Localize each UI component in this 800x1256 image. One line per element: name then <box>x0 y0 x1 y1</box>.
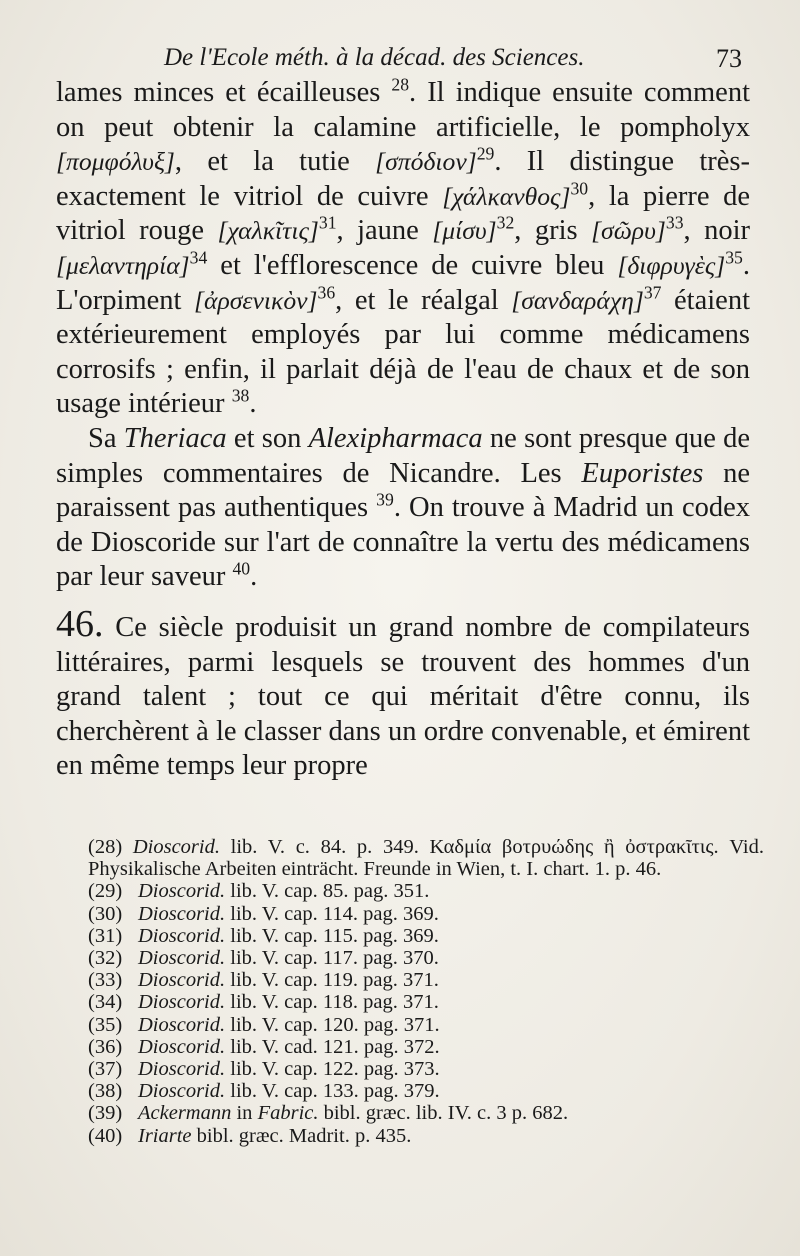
italic-text: Alexipharmaca <box>308 422 483 454</box>
page-number: 73 <box>716 44 742 73</box>
text-run: , et le réalgal <box>335 284 512 316</box>
italic-text: Fabric. <box>257 1102 319 1125</box>
text-run: lib. V. cap. 85. pag. 351. <box>225 880 430 903</box>
italic-text: Dioscorid. <box>138 991 226 1014</box>
text-run: lib. V. cad. 121. pag. 372. <box>225 1035 440 1058</box>
footnote-ref: 28 <box>391 74 410 95</box>
footnote <box>56 1080 764 1102</box>
footnote-text <box>138 1102 764 1124</box>
footnotes <box>56 836 764 1147</box>
footnote-ref: 29 <box>476 143 495 164</box>
footnote <box>56 1014 764 1036</box>
footnote-ref: 36 <box>317 281 336 302</box>
footnote <box>56 880 764 902</box>
footnote <box>56 969 764 991</box>
text-run: Sa <box>88 422 124 454</box>
italic-text: Dioscorid. <box>138 1013 226 1036</box>
text-run: ne sont presque que de simples commentaires de Nicandre. Les <box>56 422 750 489</box>
text-run: et son <box>226 422 309 454</box>
text-run: lib. V. cap. 117. pag. 370. <box>225 947 439 970</box>
footnote-ref: 30 <box>570 178 589 199</box>
italic-text: Dioscorid. <box>138 880 226 903</box>
italic-text: Theriaca <box>123 422 227 454</box>
text-run: , noir <box>683 215 750 247</box>
text-run: lib. V. cap. 120. pag. 371. <box>225 1013 440 1036</box>
footnote-ref: 32 <box>496 212 515 233</box>
text-run: , gris <box>514 215 592 247</box>
footnote-number: (34) <box>88 991 123 1014</box>
italic-text: Dioscorid. <box>138 924 226 947</box>
text-run: . <box>250 561 258 593</box>
footnote-number: (28) <box>88 836 133 858</box>
text-run: lib. V. cap. 119. pag. 371. <box>225 969 439 992</box>
text-run: . L'orpiment <box>56 249 750 316</box>
body-text <box>56 76 750 784</box>
footnote-number: (33) <box>88 969 123 992</box>
footnote-text <box>138 880 764 902</box>
text-run: bibl. græc. Madrit. p. 435. <box>191 1124 412 1147</box>
text-run: . Il distingue très-exactement le vitriol de cuivre <box>56 146 751 212</box>
footnote <box>56 836 764 880</box>
footnote-text <box>138 1125 764 1147</box>
footnote-number: (30) <box>88 902 123 925</box>
italic-text: Dioscorid. <box>138 1080 226 1103</box>
greek-term: [σανδαράχη] <box>511 285 644 315</box>
italic-text: Dioscorid. <box>138 902 226 925</box>
text-run: lib. V. cap. 133. pag. 379. <box>225 1080 440 1103</box>
text-run: , jaune <box>336 215 433 247</box>
italic-text: Euporistes <box>581 457 704 489</box>
footnote-text <box>138 991 764 1013</box>
italic-text: Ackermann <box>138 1102 232 1125</box>
text-run: lib. V. c. 84. p. 349. Καδμία βοτρυώδης ἢ ὀστρακῖτις. Vid. Physikalische Arbeiten einträcht. Freunde in Wien, t. I. chart. 1. p. 46. <box>88 836 764 881</box>
greek-term: [μίσυ] <box>432 216 497 246</box>
footnote-ref: 39 <box>376 489 394 510</box>
footnote-number: (35) <box>88 1013 123 1036</box>
italic-text: Dioscorid. <box>138 947 226 970</box>
footnote-number: (38) <box>88 1080 123 1103</box>
section-number: 46. <box>56 602 104 645</box>
greek-term: [σῶρυ] <box>591 216 666 246</box>
italic-text: Iriarte <box>138 1124 192 1147</box>
footnote-text <box>138 969 764 991</box>
footnote-number: (31) <box>88 924 123 947</box>
greek-term: [διφρυγὲς] <box>617 250 726 280</box>
footnote-ref: 33 <box>665 212 684 233</box>
text-run: . On trouve à Madrid un codex de Dioscoride sur l'art de connaître la vertu des médicamens par leur saveur <box>56 492 750 593</box>
footnote-number: (39) <box>88 1102 123 1125</box>
text-run: lib. V. cap. 115. pag. 369. <box>225 924 439 947</box>
page-header <box>150 40 760 80</box>
footnote-number: (29) <box>88 880 123 903</box>
paragraph <box>56 76 750 422</box>
italic-text: Dioscorid. <box>138 1035 226 1058</box>
footnote-text <box>138 1058 764 1080</box>
greek-term: [χάλκανθος] <box>442 181 571 211</box>
text-run: lib. V. cap. 114. pag. 369. <box>225 902 439 925</box>
text-run: . <box>249 388 257 420</box>
greek-term: [χαλκῖτις] <box>217 216 319 246</box>
italic-text: Dioscorid. <box>138 1058 226 1081</box>
footnote-text <box>138 1014 764 1036</box>
footnote-number: (36) <box>88 1035 123 1058</box>
footnote <box>56 947 764 969</box>
footnote-text <box>138 1036 764 1058</box>
footnote-ref: 35 <box>725 247 743 268</box>
text-run: Ce siècle produisit un grand nombre de compilateurs littéraires, parmi lesquels se trouvent des hommes d'un grand talent ; tout ce qui méritait d'être connu, ils cherchèrent à le classer dans un ordre convenable, et émirent en même temps leur propre <box>56 611 750 782</box>
footnote-text <box>138 1080 764 1102</box>
italic-text: Dioscorid. <box>132 836 220 858</box>
running-title: De l'Ecole méth. à la décad. des Sciences. <box>164 44 585 71</box>
text-run: lib. V. cap. 122. pag. 373. <box>225 1058 440 1081</box>
footnote-text <box>138 925 764 947</box>
section-paragraph <box>56 602 750 784</box>
footnote <box>56 1058 764 1080</box>
footnote <box>56 1125 764 1147</box>
text-run: étaient extérieurement employés par lui comme médicamens corrosifs ; enfin, il parlait déjà de l'eau de chaux et de son usage intérieur <box>56 284 750 420</box>
footnote <box>56 903 764 925</box>
footnote <box>56 1102 764 1124</box>
footnote <box>56 1036 764 1058</box>
footnote <box>56 991 764 1013</box>
footnote-number: (40) <box>88 1124 123 1147</box>
paragraph <box>56 422 750 595</box>
text-run: bibl. græc. lib. IV. c. 3 p. 682. <box>318 1102 569 1125</box>
text-run: , la pierre de vitriol rouge <box>56 180 750 247</box>
footnote-text <box>138 947 764 969</box>
footnote-ref: 34 <box>189 247 208 268</box>
footnote-number: (37) <box>88 1058 123 1081</box>
footnote <box>56 925 764 947</box>
greek-term: [σπόδιον] <box>375 147 477 177</box>
footnote-number: (32) <box>88 947 123 970</box>
greek-term: [μελαντηρία] <box>56 250 190 280</box>
text-run: , et la tutie <box>174 146 376 178</box>
footnote-ref: 31 <box>318 212 337 233</box>
text-run: in <box>231 1102 258 1125</box>
text-run: ne paraissent pas authentiques <box>56 457 750 524</box>
italic-text: Dioscorid. <box>138 969 226 992</box>
text-run: et l'efflorescence de cuivre bleu <box>207 249 618 281</box>
text-run: . Il indique ensuite comment on peut obtenir la calamine artificielle, le pompholyx <box>56 77 750 143</box>
text-run: lib. V. cap. 118. pag. 371. <box>225 991 439 1014</box>
footnote-text <box>138 903 764 925</box>
greek-term: [ἀρσενικὸν] <box>194 285 318 315</box>
footnote-ref: 38 <box>231 385 250 406</box>
text-run: lames minces et écailleuses <box>56 77 392 108</box>
footnote-ref: 37 <box>643 281 662 302</box>
footnote-ref: 40 <box>232 558 251 579</box>
greek-term: [πομφόλυξ] <box>56 147 175 177</box>
